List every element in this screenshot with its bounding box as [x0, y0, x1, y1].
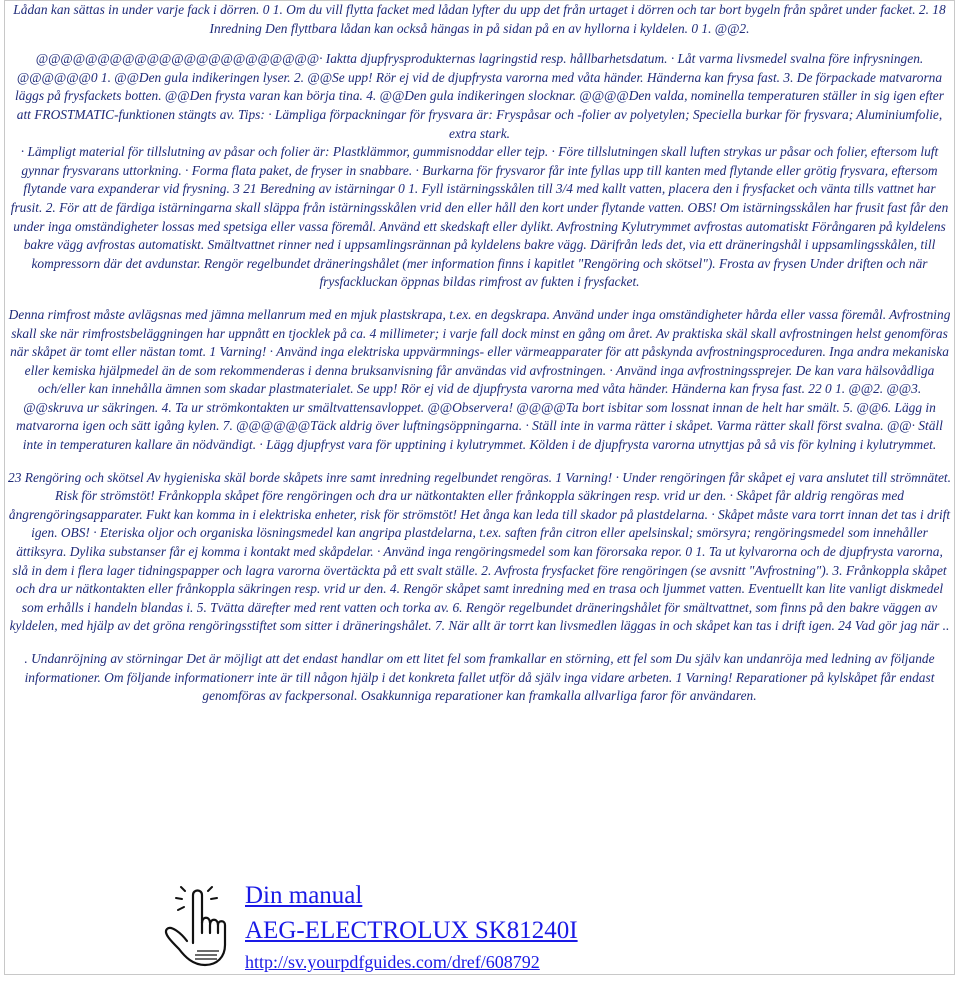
paragraph-6: . Undanröjning av störningar Det är möjligt att det endast handlar om ett litet fel som framkallar en störning, ett fel som Du själv kan undanröja med ledning av följande informationer. Om följande informationerr inte är till någon hjälp i det konkreta fallet utför då själv inga vidare arbeten. 1 Varning! Reparationer på kylskåpet får endast genomföras av fackpersonal. Osakkunniga reparationer kan framkalla allvarliga faror för användaren.	[24, 651, 935, 704]
url-link[interactable]: http://sv.yourpdfguides.com/dref/608792	[245, 952, 540, 972]
paragraph-5: 23 Rengöring och skötsel Av hygieniska skäl borde skåpets inre samt inredning regelbundet rengöras. 1 Varning! · Under rengöringen får skåpet ej vara anslutet till strömnätet. Risk för strömstöt! Frånkoppla skåpet före rengöringen och dra ur nätkontakten eller frånkoppla säkringen resp. vrid ur den. · Skåpet får aldrig rengöras med ångrengöringsapparater. Fukt kan komma in i elektriska enheter, risk för strömstöt! Het ånga kan leda till skador på plastdelarna. · Skåpet måste vara torrt innan det tas i drift igen. OBS! · Eteriska oljor och organiska lösningsmedel kan angripa plastdelarna, t.ex. saften från citron eller apelsinskal; smörsyra; rengöringsmedel som innehåller ättiksyra. Dylika substanser får ej komma i kontakt med skåpdelar. · Använd inga rengöringsmedel som kan förorsaka repor. 0 1. Ta ut kylvarorna och de djupfrysta varorna, slå in dem i flera lager tidningspapper och lagra varorna övertäckta på ett svalt ställe. 2. Avfrosta frysfacket före rengöringen (se avsnitt "Avfrostning"). 3. Frånkoppla skåpet och dra ur nätkontakten eller frånkoppla säkringen resp. vrid ur den. 4. Rengör skåpet samt inredning med en trasa och ljummet vatten. Eventuellt kan lite vanligt diskmedel som erhålls i handeln blandas i. 5. Tvätta därefter med rent vatten och torka av. 6. Rengör regelbundet dräneringshålet för smältvattnet, som finns på den bakre väggen av kyldelen, med hjälp av det gröna rengöringsstiftet som sitter i dräneringshålet. 7. När allt är torrt kan livsmedlen läggas in och skåpet kan tas i drift igen. 24 Vad gör jag när ..	[8, 469, 951, 634]
document-page	[4, 0, 955, 975]
paragraph-1: Lådan kan sättas in under varje fack i dörren. 0 1. Om du vill flytta facket med lådan lyfter du upp det från urtaget i dörren och tar bort bygeln från spåret under facket. 2. 18 Inredning Den flyttbara lådan kan också hängas in på sidan på en av hyllorna i kyldelen. 0 1. @@2.	[13, 2, 946, 36]
manual-link[interactable]: Din manual	[245, 882, 363, 909]
hand-pointer-icon	[157, 885, 235, 969]
footer-links	[245, 883, 578, 971]
paragraph-2: @@@@@@@@@@@@@@@@@@@@@@@· Iaktta djupfrysprodukternas lagringstid resp. hållbarhetsdatum. · Låt varma livsmedel svalna före infrysningen. @@@@@@0 1. @@Den gula indikeringen lyser. 2. @@Se upp! Rör ej vid de djupfrysta varorna med våta händer. Händerna kan frysa fast. 3. De förpackade matvarorna läggs på frysfackets botten. @@Den frysta varan kan börja tina. 4. @@Den gula indikeringen slocknar. @@@@Den valda, nominella temperaturen ställer in sig igen efter att FROSTMATIC-funktionen stängts av. Tips: · Lämpliga förpackningar för frysvara är: Fryspåsar och -folier av polyetylen; Speciella burkar för frysvara; Aluminiumfolie, extra stark.	[15, 51, 944, 141]
model-link[interactable]: AEG-ELECTROLUX SK81240I	[245, 917, 578, 944]
paragraph-3: · Lämpligt material för tillslutning av påsar och folier är: Plastklämmor, gummisnoddar eller tejp. · Före tillslutningen skall luften strykas ur påsar och folier, eftersom luft gynnar frysvarans uttorkning. · Forma flata paket, de fryser in snabbare. · Burkarna för frysvaror får inte fyllas upp till kanten med flytande eller grötig frysvara, eftersom flytande vara expanderar vid frysning. 3 21 Beredning av istärningar 0 1. Fyll istärningsskålen till 3/4 med kallt vatten, placera den i frysfacket och vänta tills vattnet har frusit. 2. För att de färdiga istärningarna skall släppa från istärningsskålen vrid den eller håll den kort under flytande vatten. OBS! Om istärningsskålen har frusit fast får den under inga omständigheter lossas med spetsiga eller vassa föremål. Använd ett skedskaft eller dylikt. Avfrostning Kylutrymmet avfrostas automatiskt Förångaren på kyldelens bakre vägg avfrostas automatiskt. Smältvattnet rinner ned i uppsamlingsrännan på kyldelens bakre vägg. Därifrån leds det, via ett dräneringshål i uppsamlingsskålen, till kompressorn där det avdunstar. Rengör regelbundet dräneringshålet (mer information finns i kapitlet "Rengöring och skötsel"). Frosta av frysen Under driften och när frysfackluckan öppnas bildas rimfrost av fukten i frysfacket.	[10, 144, 949, 290]
footer	[5, 881, 954, 974]
paragraph-4: Denna rimfrost måste avlägsnas med jämna mellanrum med en mjuk plastskrapa, t.ex. en degskrapa. Använd under inga omständigheter hårda eller vassa föremål. Avfrostning skall ske när rimfrostsbeläggningen har uppnått en tjocklek på ca. 4 millimeter; i varje fall dock minst en gång om året. Av praktiska skäl skall avfrostningen helst genomföras när skåpet är tomt eller nästan tomt. 1 Varning! · Använd inga elektriska uppvärmnings- eller värmeapparater för att påskynda avfrostningsproceduren. Inga andra mekaniska eller kemiska hjälpmedel än de som rekommenderas i denna bruksanvisning får användas vid avfrostningen. · Använd inga avfrostningssprejer. De kan vara hälsovådliga och/eller kan innehålla ämnen som skadar plastmaterialet. Se upp! Rör ej vid de djupfrysta varorna med våta händer. Händerna kan frysa fast. 22 0 1. @@2. @@3. @@skruva ur säkringen. 4. Ta ur strömkontakten ur smältvattensavloppet. @@Observera! @@@@Ta bort isbitar som lossnat innan de helt har smält. 5. @@6. Lägg in matvarorna igen och sätt igång kylen. 7. @@@@@@Täck aldrig över luftningsöppningarna. · Ställ inte in varma rätter i skåpet. Varma rätter skall först svalna. @@· Ställ inte in temperaturen kallare än nödvändigt. · Lägg djupfryst vara för upptining i kylutrymmet. Kölden i de djupfrysta varorna utnyttjas på så vis för kylning i kylutrymmet.	[8, 306, 951, 453]
